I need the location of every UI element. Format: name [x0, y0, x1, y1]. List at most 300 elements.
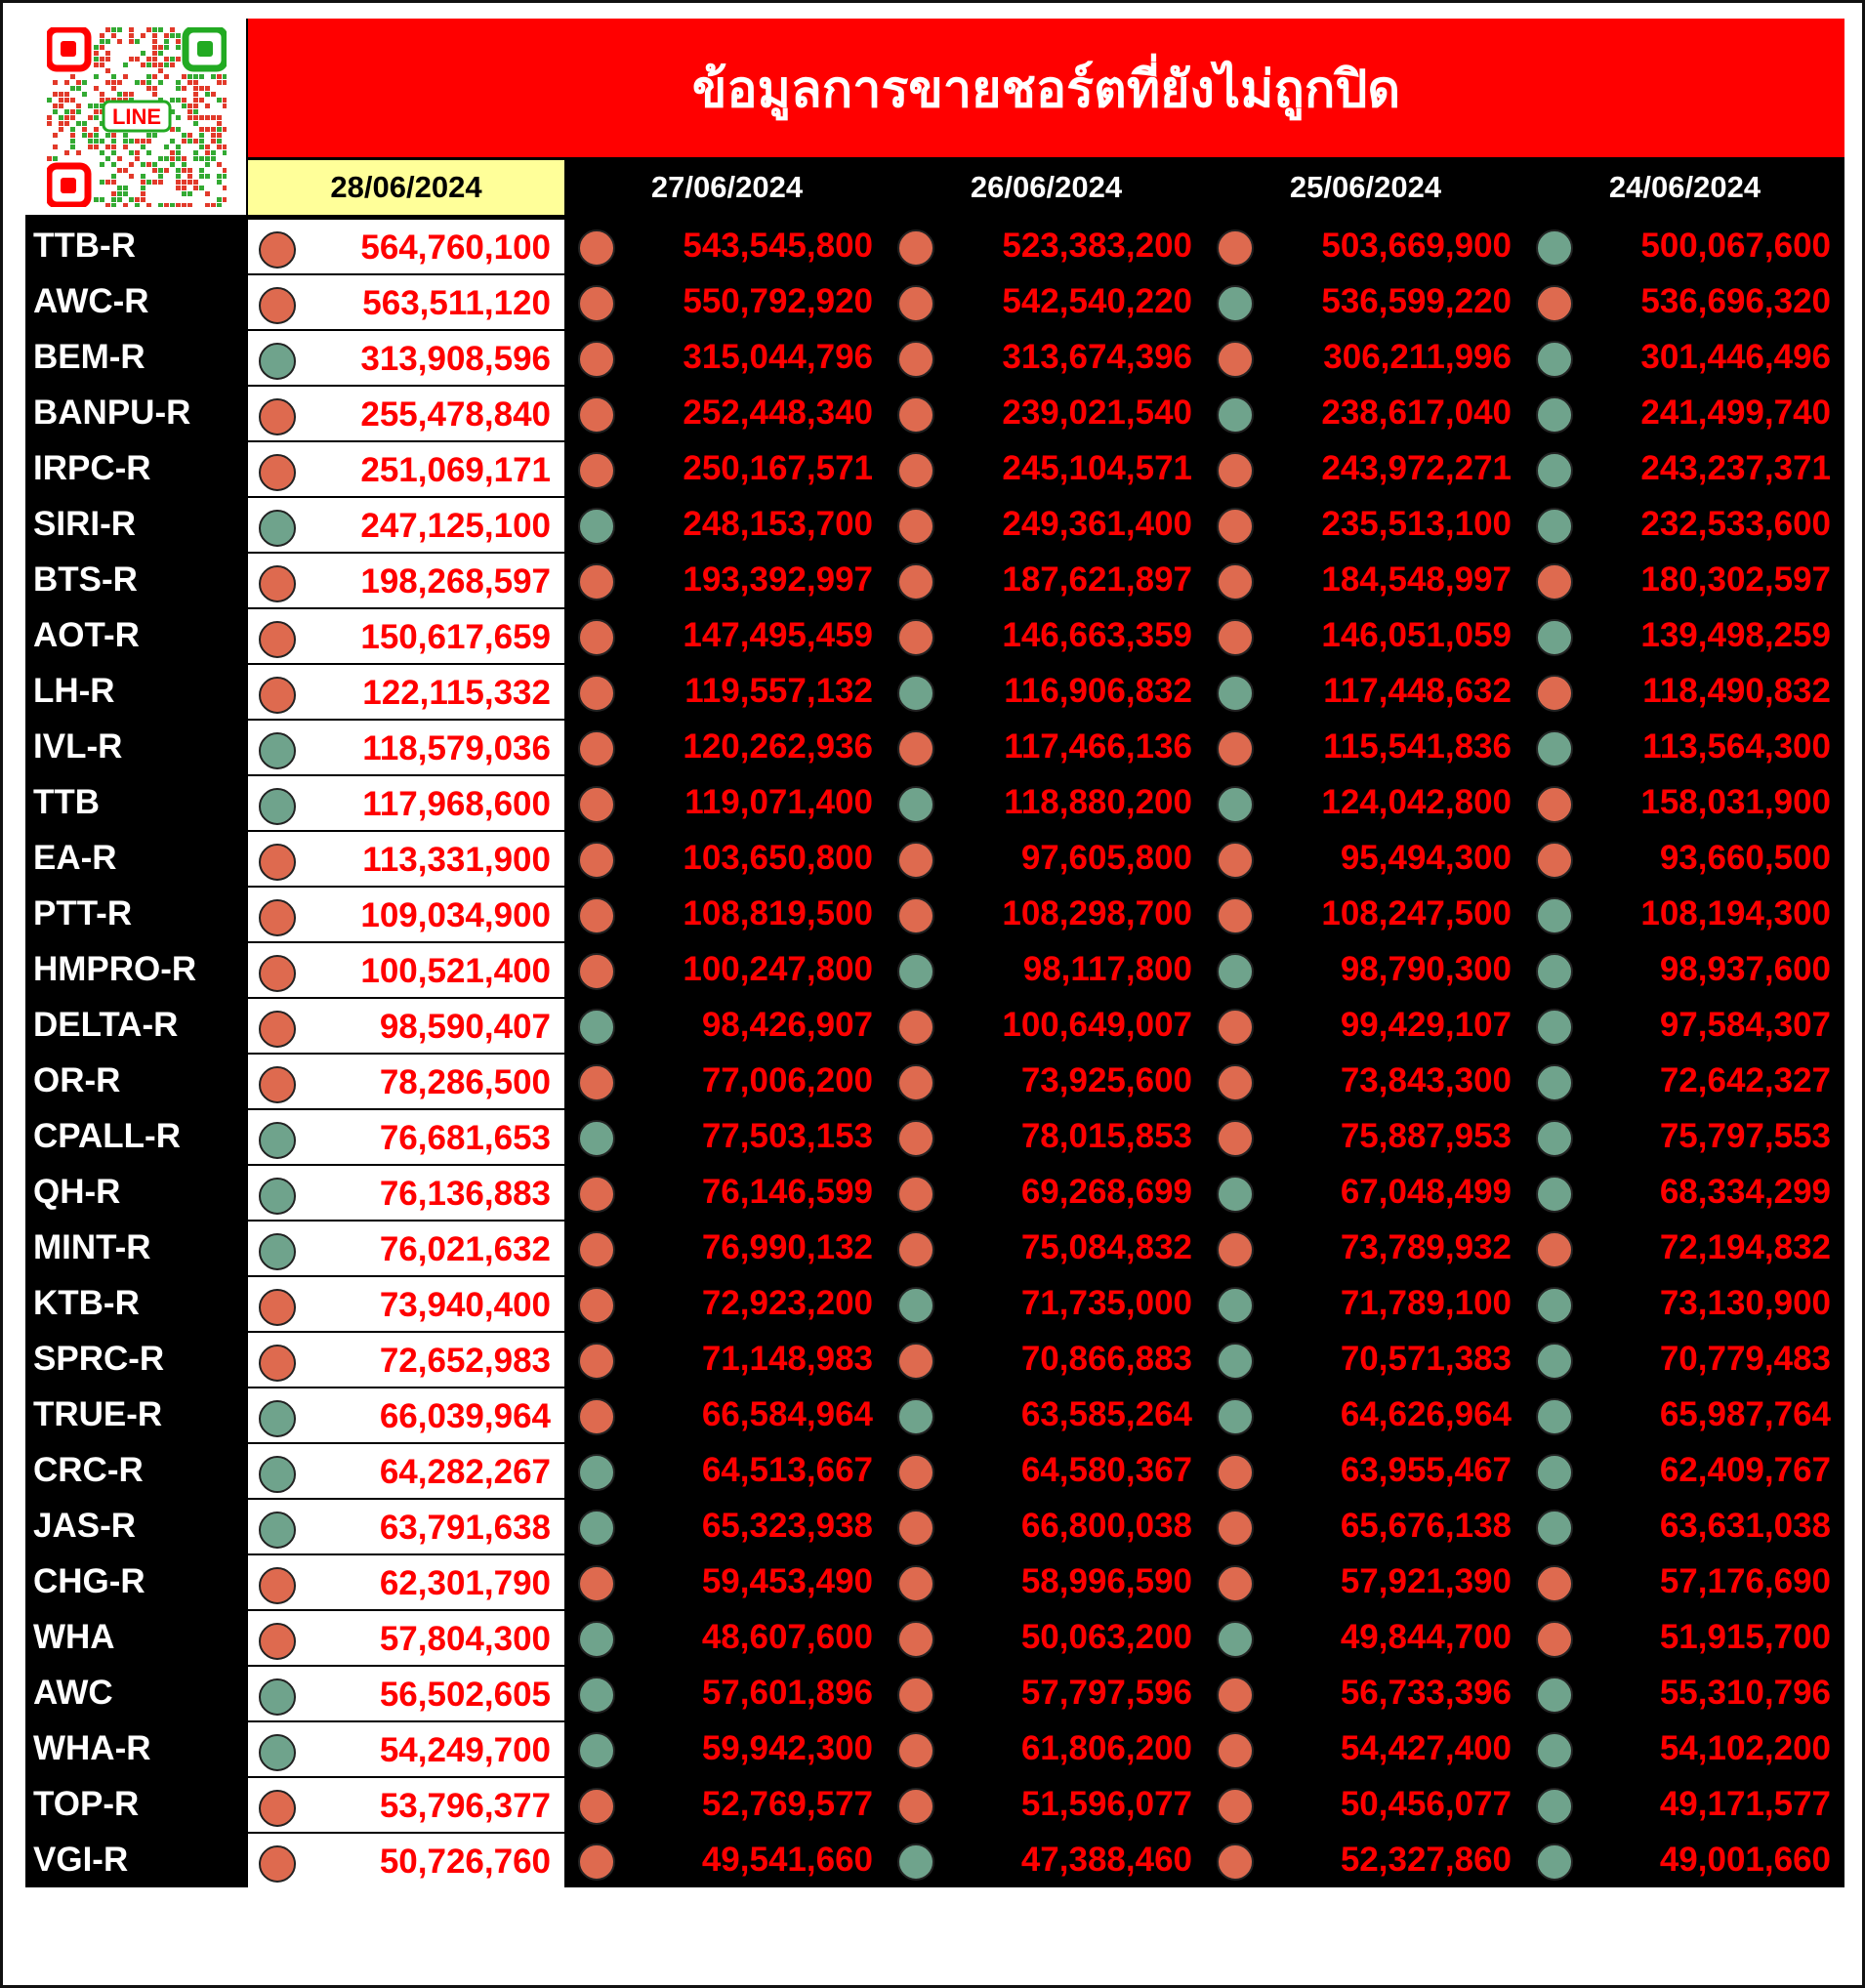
- red-circle-icon: [1217, 619, 1254, 656]
- value-cell: [567, 886, 887, 941]
- short-value: 62,409,767: [1659, 1451, 1831, 1489]
- red-circle-icon: [259, 231, 296, 269]
- value-cell: [1206, 273, 1525, 329]
- table-row: [25, 385, 1844, 440]
- short-value: 57,921,390: [1340, 1562, 1512, 1600]
- short-value: 523,383,200: [1002, 227, 1192, 265]
- value-cell: [1206, 1609, 1525, 1665]
- short-value: 77,503,153: [701, 1117, 873, 1155]
- green-circle-icon: [1536, 897, 1573, 934]
- short-value: 95,494,300: [1340, 839, 1512, 877]
- value-cell: [887, 1108, 1206, 1164]
- red-circle-icon: [897, 1064, 934, 1101]
- value-cell: [248, 1609, 564, 1665]
- red-circle-icon: [578, 1398, 615, 1435]
- value-cell: [248, 1442, 564, 1498]
- short-value: 73,940,400: [379, 1286, 551, 1324]
- green-circle-icon: [1536, 1064, 1573, 1101]
- red-circle-icon: [897, 1176, 934, 1213]
- table-row: [25, 830, 1844, 886]
- green-circle-icon: [1536, 1732, 1573, 1769]
- red-circle-icon: [259, 454, 296, 491]
- short-value: 124,042,800: [1321, 783, 1512, 821]
- value-cell: [887, 1553, 1206, 1609]
- value-cell: [1206, 1442, 1525, 1498]
- red-circle-icon: [1536, 786, 1573, 823]
- short-value: 115,541,836: [1323, 727, 1512, 766]
- short-value: 108,298,700: [1002, 894, 1192, 932]
- green-circle-icon: [259, 1400, 296, 1437]
- short-value: 139,498,259: [1640, 616, 1831, 654]
- short-value: 72,642,327: [1659, 1061, 1831, 1099]
- value-cell: [567, 663, 887, 719]
- value-cell: [248, 552, 564, 607]
- short-value: 245,104,571: [1002, 449, 1192, 487]
- red-circle-icon: [259, 621, 296, 658]
- symbol-label: TOP-R: [33, 1785, 140, 1823]
- value-cell: [887, 1220, 1206, 1275]
- value-cell: [1206, 1776, 1525, 1832]
- red-circle-icon: [578, 1287, 615, 1324]
- red-circle-icon: [578, 1843, 615, 1881]
- red-circle-icon: [1217, 1510, 1254, 1547]
- short-value: 64,282,267: [379, 1453, 551, 1491]
- short-value: 100,247,800: [683, 950, 873, 988]
- red-circle-icon: [1536, 1621, 1573, 1658]
- short-value: 68,334,299: [1659, 1173, 1831, 1211]
- green-circle-icon: [1217, 953, 1254, 990]
- red-circle-icon: [897, 229, 934, 267]
- short-value: 98,790,300: [1340, 950, 1512, 988]
- value-cell: [887, 886, 1206, 941]
- value-cell: [567, 440, 887, 496]
- value-cell: [887, 552, 1206, 607]
- value-cell: [567, 774, 887, 830]
- short-value: 57,804,300: [379, 1620, 551, 1658]
- green-circle-icon: [259, 1512, 296, 1549]
- short-value: 54,249,700: [379, 1731, 551, 1769]
- short-value: 73,789,932: [1340, 1228, 1512, 1266]
- value-cell: [248, 385, 564, 440]
- short-value: 76,146,599: [701, 1173, 873, 1211]
- value-cell: [887, 774, 1206, 830]
- red-circle-icon: [578, 675, 615, 712]
- table-row: [25, 941, 1844, 997]
- red-circle-icon: [578, 396, 615, 434]
- green-circle-icon: [1536, 953, 1573, 990]
- red-circle-icon: [897, 1120, 934, 1157]
- value-cell: [1525, 1609, 1844, 1665]
- table-row: [25, 440, 1844, 496]
- value-cell: [1525, 496, 1844, 552]
- short-value: 98,117,800: [1022, 950, 1192, 988]
- value-cell: [1206, 496, 1525, 552]
- red-circle-icon: [1217, 1565, 1254, 1602]
- value-cell: [567, 719, 887, 774]
- table-row: [25, 496, 1844, 552]
- short-value: 65,323,938: [701, 1507, 873, 1545]
- value-cell: [887, 1442, 1206, 1498]
- value-cell: [567, 1665, 887, 1720]
- red-circle-icon: [1217, 1064, 1254, 1101]
- green-circle-icon: [1536, 1843, 1573, 1881]
- value-cell: [1525, 607, 1844, 663]
- short-value: 77,006,200: [701, 1061, 873, 1099]
- short-value: 47,388,460: [1020, 1841, 1192, 1879]
- date-header-3: 25/06/2024: [1289, 170, 1442, 204]
- symbol-label: TRUE-R: [33, 1395, 163, 1433]
- short-value: 73,130,900: [1659, 1284, 1831, 1322]
- value-cell: [248, 1665, 564, 1720]
- short-value: 100,649,007: [1002, 1006, 1192, 1044]
- value-cell: [248, 774, 564, 830]
- red-circle-icon: [897, 1677, 934, 1714]
- short-value: 78,286,500: [379, 1063, 551, 1101]
- green-circle-icon: [1536, 1120, 1573, 1157]
- red-circle-icon: [1536, 563, 1573, 601]
- short-value: 97,584,307: [1659, 1006, 1831, 1044]
- red-circle-icon: [578, 452, 615, 489]
- short-value: 99,429,107: [1340, 1006, 1512, 1044]
- short-value: 63,955,467: [1340, 1451, 1512, 1489]
- value-cell: [1206, 1665, 1525, 1720]
- value-cell: [567, 552, 887, 607]
- red-circle-icon: [897, 285, 934, 322]
- short-value: 100,521,400: [360, 952, 551, 990]
- short-value: 57,601,896: [701, 1674, 873, 1712]
- value-cell: [887, 1609, 1206, 1665]
- table-row: [25, 218, 1844, 273]
- value-cell: [567, 1053, 887, 1108]
- line-qr-code-logo[interactable]: [25, 19, 246, 215]
- short-value: 243,237,371: [1640, 449, 1831, 487]
- value-cell: [887, 941, 1206, 997]
- value-cell: [1525, 273, 1844, 329]
- table-row: [25, 1832, 1844, 1887]
- short-value: 71,735,000: [1020, 1284, 1192, 1322]
- red-circle-icon: [897, 341, 934, 378]
- short-value: 232,533,600: [1640, 505, 1831, 543]
- red-circle-icon: [259, 1289, 296, 1326]
- symbol-label: SPRC-R: [33, 1340, 165, 1378]
- short-value: 118,490,832: [1642, 672, 1831, 710]
- short-value: 180,302,597: [1640, 560, 1831, 599]
- value-cell: [1525, 663, 1844, 719]
- short-value: 50,726,760: [379, 1843, 551, 1881]
- date-header-1: 27/06/2024: [650, 170, 804, 204]
- green-circle-icon: [1536, 1398, 1573, 1435]
- symbol-label: MINT-R: [33, 1228, 151, 1266]
- value-cell: [887, 607, 1206, 663]
- table-row: [25, 1498, 1844, 1553]
- short-value: 49,541,660: [701, 1841, 873, 1879]
- short-value: 63,585,264: [1020, 1395, 1192, 1433]
- green-circle-icon: [897, 1843, 934, 1881]
- svg-text:LINE: LINE: [111, 104, 162, 129]
- short-value: 158,031,900: [1640, 783, 1831, 821]
- value-cell: [1206, 774, 1525, 830]
- short-value: 57,176,690: [1659, 1562, 1831, 1600]
- short-value: 50,063,200: [1020, 1618, 1192, 1656]
- value-cell: [1525, 1720, 1844, 1776]
- value-cell: [567, 1331, 887, 1387]
- red-circle-icon: [897, 1454, 934, 1491]
- short-value: 67,048,499: [1340, 1173, 1512, 1211]
- red-circle-icon: [1217, 1454, 1254, 1491]
- symbol-label: KTB-R: [33, 1284, 140, 1322]
- green-circle-icon: [1536, 1176, 1573, 1213]
- red-circle-icon: [578, 842, 615, 879]
- green-circle-icon: [578, 1677, 615, 1714]
- short-value: 66,800,038: [1020, 1507, 1192, 1545]
- table-row: [25, 552, 1844, 607]
- short-value: 98,426,907: [701, 1006, 873, 1044]
- green-circle-icon: [1217, 396, 1254, 434]
- value-cell: [1525, 1832, 1844, 1887]
- value-cell: [887, 440, 1206, 496]
- short-value: 550,792,920: [683, 282, 873, 320]
- short-value: 49,171,577: [1659, 1785, 1831, 1823]
- value-cell: [248, 1720, 564, 1776]
- short-value: 120,262,936: [683, 727, 873, 766]
- green-circle-icon: [1217, 675, 1254, 712]
- green-circle-icon: [259, 1678, 296, 1716]
- short-value: 243,972,271: [1321, 449, 1512, 487]
- symbol-label: AWC-R: [33, 282, 149, 320]
- green-circle-icon: [1217, 1621, 1254, 1658]
- red-circle-icon: [897, 897, 934, 934]
- red-circle-icon: [1217, 897, 1254, 934]
- symbol-label: IRPC-R: [33, 449, 151, 487]
- short-value: 117,466,136: [1004, 727, 1192, 766]
- value-cell: [887, 1720, 1206, 1776]
- red-circle-icon: [259, 955, 296, 992]
- table-row: [25, 273, 1844, 329]
- value-cell: [248, 1220, 564, 1275]
- value-cell: [1206, 552, 1525, 607]
- value-cell: [1206, 1720, 1525, 1776]
- short-value: 187,621,897: [1002, 560, 1192, 599]
- short-value: 64,513,667: [701, 1451, 873, 1489]
- value-cell: [567, 1720, 887, 1776]
- value-cell: [567, 496, 887, 552]
- red-circle-icon: [578, 229, 615, 267]
- short-value: 71,789,100: [1340, 1284, 1512, 1322]
- short-value: 249,361,400: [1002, 505, 1192, 543]
- red-circle-icon: [1217, 1788, 1254, 1825]
- value-cell: [1525, 1387, 1844, 1442]
- value-cell: [1525, 1665, 1844, 1720]
- value-cell: [567, 273, 887, 329]
- short-value: 247,125,100: [360, 507, 551, 545]
- symbol-label: WHA-R: [33, 1729, 151, 1767]
- green-circle-icon: [1536, 730, 1573, 767]
- short-value: 503,669,900: [1321, 227, 1512, 265]
- short-value: 56,733,396: [1340, 1674, 1512, 1712]
- green-circle-icon: [1217, 285, 1254, 322]
- green-circle-icon: [897, 675, 934, 712]
- short-value: 75,797,553: [1659, 1117, 1831, 1155]
- value-cell: [887, 273, 1206, 329]
- green-circle-icon: [259, 788, 296, 825]
- value-cell: [1206, 1498, 1525, 1553]
- table-row: [25, 1442, 1844, 1498]
- green-circle-icon: [259, 1734, 296, 1771]
- red-circle-icon: [1536, 285, 1573, 322]
- value-cell: [248, 1164, 564, 1220]
- short-value: 251,069,171: [360, 451, 551, 489]
- table-row: [25, 1331, 1844, 1387]
- value-cell: [248, 1387, 564, 1442]
- short-value: 65,987,764: [1659, 1395, 1831, 1433]
- short-value: 98,590,407: [379, 1008, 551, 1046]
- short-value: 113,331,900: [362, 841, 551, 879]
- short-value: 72,923,200: [701, 1284, 873, 1322]
- red-circle-icon: [1217, 341, 1254, 378]
- symbol-label: BTS-R: [33, 560, 138, 599]
- red-circle-icon: [259, 677, 296, 714]
- short-value: 98,937,600: [1659, 950, 1831, 988]
- short-value: 103,650,800: [683, 839, 873, 877]
- short-value: 66,039,964: [379, 1397, 551, 1435]
- short-value: 76,990,132: [701, 1228, 873, 1266]
- green-circle-icon: [578, 1009, 615, 1046]
- value-cell: [887, 1275, 1206, 1331]
- value-cell: [1525, 941, 1844, 997]
- short-value: 63,791,638: [379, 1509, 551, 1547]
- value-cell: [1525, 552, 1844, 607]
- red-circle-icon: [1217, 508, 1254, 545]
- value-cell: [248, 830, 564, 886]
- value-cell: [1206, 1053, 1525, 1108]
- red-circle-icon: [259, 1345, 296, 1382]
- green-circle-icon: [1536, 619, 1573, 656]
- red-circle-icon: [897, 1231, 934, 1268]
- value-cell: [1206, 1832, 1525, 1887]
- green-circle-icon: [259, 343, 296, 380]
- symbol-label: LH-R: [33, 672, 115, 710]
- symbol-label: CHG-R: [33, 1562, 145, 1600]
- value-cell: [1206, 997, 1525, 1053]
- short-value: 63,631,038: [1659, 1507, 1831, 1545]
- red-circle-icon: [578, 285, 615, 322]
- table-row: [25, 719, 1844, 774]
- short-value: 250,167,571: [683, 449, 873, 487]
- symbol-label: OR-R: [33, 1061, 121, 1099]
- short-value: 76,021,632: [379, 1230, 551, 1268]
- value-cell: [1525, 997, 1844, 1053]
- short-value: 313,674,396: [1002, 338, 1192, 376]
- value-cell: [1206, 1108, 1525, 1164]
- value-cell: [1525, 719, 1844, 774]
- table-row: [25, 1553, 1844, 1609]
- short-value: 108,819,500: [683, 894, 873, 932]
- green-circle-icon: [1536, 508, 1573, 545]
- red-circle-icon: [897, 1788, 934, 1825]
- short-value: 71,148,983: [701, 1340, 873, 1378]
- value-cell: [1206, 1331, 1525, 1387]
- value-cell: [887, 1331, 1206, 1387]
- red-circle-icon: [578, 1343, 615, 1380]
- short-value: 301,446,496: [1640, 338, 1831, 376]
- red-circle-icon: [578, 1788, 615, 1825]
- value-cell: [887, 663, 1206, 719]
- short-value: 248,153,700: [683, 505, 873, 543]
- red-circle-icon: [578, 619, 615, 656]
- short-value: 52,327,860: [1340, 1841, 1512, 1879]
- short-value: 198,268,597: [360, 562, 551, 601]
- value-cell: [1525, 1053, 1844, 1108]
- red-circle-icon: [897, 1732, 934, 1769]
- green-circle-icon: [1536, 1287, 1573, 1324]
- red-circle-icon: [897, 1009, 934, 1046]
- green-circle-icon: [1536, 1343, 1573, 1380]
- value-cell: [567, 941, 887, 997]
- red-circle-icon: [1217, 452, 1254, 489]
- red-circle-icon: [259, 1066, 296, 1103]
- red-circle-icon: [259, 1845, 296, 1883]
- short-value: 76,681,653: [379, 1119, 551, 1157]
- short-value: 543,545,800: [683, 227, 873, 265]
- table-row: [25, 607, 1844, 663]
- short-value: 315,044,796: [683, 338, 873, 376]
- symbol-label: BEM-R: [33, 338, 145, 376]
- green-circle-icon: [259, 1456, 296, 1493]
- value-cell: [887, 997, 1206, 1053]
- value-cell: [248, 329, 564, 385]
- symbol-label: EA-R: [33, 839, 117, 877]
- value-cell: [248, 663, 564, 719]
- value-cell: [567, 1442, 887, 1498]
- short-value: 49,844,700: [1340, 1618, 1512, 1656]
- value-cell: [248, 218, 564, 273]
- short-value: 113,564,300: [1642, 727, 1831, 766]
- red-circle-icon: [578, 953, 615, 990]
- green-circle-icon: [1217, 786, 1254, 823]
- red-circle-icon: [897, 842, 934, 879]
- value-cell: [567, 1553, 887, 1609]
- green-circle-icon: [1217, 1176, 1254, 1213]
- short-value: 76,136,883: [379, 1175, 551, 1213]
- symbol-label: CPALL-R: [33, 1117, 181, 1155]
- value-cell: [1206, 941, 1525, 997]
- value-cell: [1206, 1220, 1525, 1275]
- green-circle-icon: [578, 508, 615, 545]
- red-circle-icon: [1217, 1732, 1254, 1769]
- short-value: 109,034,900: [360, 896, 551, 934]
- value-cell: [887, 1665, 1206, 1720]
- red-circle-icon: [259, 287, 296, 324]
- value-cell: [887, 329, 1206, 385]
- short-value: 49,001,660: [1659, 1841, 1831, 1879]
- red-circle-icon: [897, 452, 934, 489]
- green-circle-icon: [259, 1178, 296, 1215]
- short-value: 59,942,300: [701, 1729, 873, 1767]
- short-value: 73,843,300: [1340, 1061, 1512, 1099]
- green-circle-icon: [259, 1233, 296, 1270]
- red-circle-icon: [1217, 1231, 1254, 1268]
- value-cell: [887, 830, 1206, 886]
- value-cell: [567, 1220, 887, 1275]
- green-circle-icon: [1536, 1677, 1573, 1714]
- symbol-label: BANPU-R: [33, 393, 191, 432]
- value-cell: [248, 496, 564, 552]
- red-circle-icon: [1217, 1677, 1254, 1714]
- red-circle-icon: [259, 565, 296, 602]
- short-value: 238,617,040: [1321, 393, 1512, 432]
- short-value: 75,084,832: [1020, 1228, 1192, 1266]
- value-cell: [887, 1498, 1206, 1553]
